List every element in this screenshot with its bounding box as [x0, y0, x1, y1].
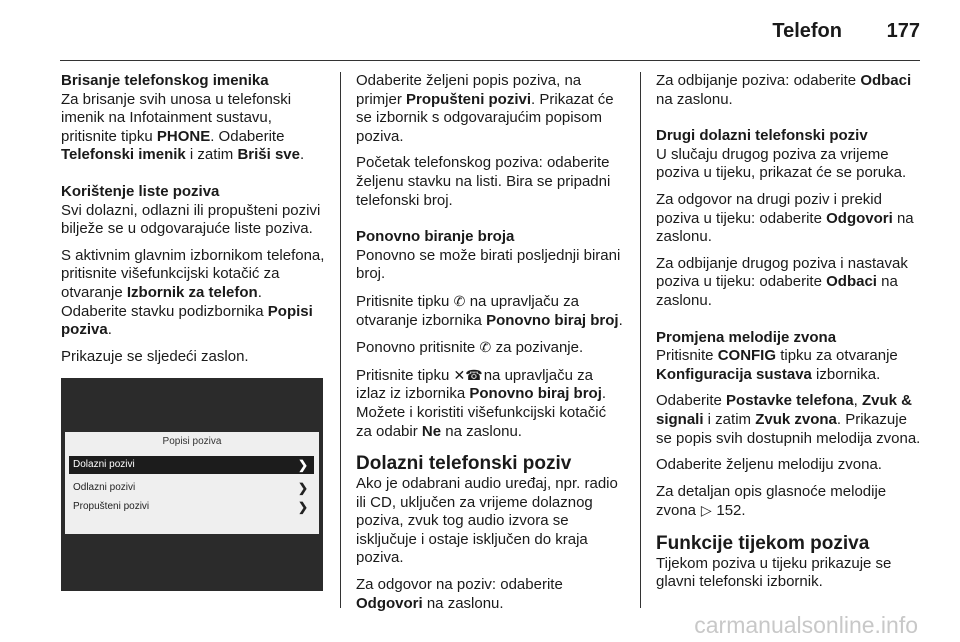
- text: .: [107, 321, 112, 339]
- text: . Odaberite: [210, 127, 285, 145]
- text: na zaslonu.: [656, 90, 733, 108]
- ui-term: Odbaci: [860, 72, 912, 89]
- ui-term: Odgovori: [356, 594, 423, 612]
- section-heading: Korištenje liste poziva: [61, 182, 220, 200]
- text: Za odbijanje poziva: odaberite: [656, 72, 861, 89]
- text: i zatim: [185, 146, 238, 164]
- call-lists-screen: [65, 432, 319, 534]
- column-divider: [640, 72, 641, 608]
- paragraph: Svi dolazni, odlazni ili propušteni pozivi bilježe se u odgovarajuće liste poziva.: [61, 201, 321, 238]
- paragraph: Prikazuje se sljedeći zaslon.: [61, 347, 249, 365]
- column-1: [61, 72, 326, 374]
- section-heading: Drugi dolazni telefonski poziv: [656, 127, 868, 145]
- list-item-label: Dolazni pozivi: [73, 459, 135, 470]
- paragraph: [656, 347, 926, 384]
- paragraph: [356, 72, 626, 146]
- section-heading-large: Dolazni telefonski poziv: [356, 453, 572, 475]
- text: .: [300, 146, 305, 164]
- paragraph: U slučaju drugog poziva za vrijeme poziva u tijeku, prikazat će se poruka.: [656, 145, 907, 182]
- list-item-incoming: [69, 456, 314, 474]
- column-3: [656, 72, 926, 600]
- ui-term: PHONE: [156, 127, 211, 145]
- ui-term: Ne: [421, 422, 442, 440]
- text: na upravljaču za otvaranje izbornika: [356, 292, 579, 329]
- text: tipku za otvaranje: [776, 347, 898, 365]
- list-item-label: Propušteni pozivi: [73, 501, 150, 512]
- text: Odaberite željeni popis poziva, na primjer: [356, 72, 582, 108]
- ui-term: Propušteni pozivi: [406, 90, 532, 108]
- paragraph: [656, 191, 926, 247]
- ui-term: Zvuk & signali: [656, 392, 912, 428]
- ui-term: Izbornik za telefon: [126, 283, 258, 301]
- list-item-label: Odlazni pozivi: [73, 482, 136, 493]
- page-reference-icon: ▷: [700, 502, 712, 519]
- text: za pozivanje.: [491, 339, 584, 357]
- column-divider: [340, 72, 341, 608]
- section-heading: Promjena melodije zvona: [656, 328, 837, 346]
- text: . Odaberite stavku podizbornika: [61, 283, 268, 320]
- paragraph: Ako je odabrani audio uređaj, npr. radio ili CD, uključen za vrijeme dolaznog poziva, zvuk tog audio izvora se isključuje i ostaje isključen do kraja poziva.: [356, 475, 618, 567]
- text: ,: [853, 392, 862, 410]
- paragraph: Ponovno se može birati posljednji birani broj.: [356, 246, 621, 283]
- ui-term: Popisi poziva: [61, 302, 313, 339]
- text: Za detaljan opis glasnoće melodije zvona: [656, 482, 887, 520]
- paragraph: [61, 91, 326, 165]
- ui-term: Odbaci: [826, 273, 877, 291]
- text: na upravljaču za izlaz iz izbornika: [356, 366, 593, 403]
- ui-term: Konfiguracija sustava: [656, 365, 812, 383]
- page-title: Telefon: [772, 20, 842, 42]
- ui-term: Ponovno biraj broj: [469, 385, 602, 403]
- chevron-right-icon: ❯: [297, 481, 308, 495]
- text: . Možete i koristiti višefunkcijski kotačić za odabir: [356, 385, 607, 440]
- text: Za brisanje svih unosa u telefonski imenik na Infotainment sustavu, pritisnite tipku: [61, 90, 292, 145]
- paragraph: Odaberite željenu melodiju zvona.: [656, 456, 882, 474]
- text: . Prikazuje se popis svih dostupnih melodija zvona.: [656, 410, 921, 447]
- screen-title: Popisi poziva: [162, 436, 222, 447]
- page-header: [0, 0, 960, 60]
- text: Pritisnite tipku: [356, 366, 454, 384]
- page-reference[interactable]: 152.: [716, 502, 746, 520]
- paragraph: [656, 483, 926, 521]
- paragraph: Početak telefonskog poziva: odaberite željenu stavku na listi. Bira se pripadni telefonski broj.: [356, 154, 611, 209]
- text: izbornika.: [811, 365, 881, 383]
- ui-term: Odgovori: [826, 209, 893, 227]
- text: .: [618, 311, 623, 329]
- text: na zaslonu.: [422, 594, 504, 612]
- paragraph: [356, 292, 626, 330]
- text: Pritisnite: [656, 347, 718, 365]
- watermark: carmanualsonline.info: [694, 612, 918, 638]
- column-2: [356, 72, 626, 621]
- text: na zaslonu.: [656, 273, 898, 309]
- paragraph: [356, 366, 626, 441]
- paragraph: [61, 247, 326, 340]
- text: Za odgovor na poziv: odaberite: [356, 576, 563, 594]
- page-number: 177: [886, 20, 920, 42]
- text: Ponovno pritisnite: [356, 339, 480, 357]
- text: Za odbijanje drugog poziva i nastavak poziva u tijeku: odaberite: [656, 254, 908, 291]
- section-heading: Ponovno biranje broja: [356, 228, 515, 246]
- ui-term: Briši sve: [237, 146, 300, 164]
- paragraph: [656, 392, 926, 448]
- section-heading: Brisanje telefonskog imenika: [61, 72, 269, 89]
- chevron-right-icon: ❯: [297, 458, 308, 472]
- mute-hangup-icon: ✕☎: [453, 366, 483, 383]
- text: na zaslonu.: [656, 209, 914, 246]
- ui-term: Zvuk zvona: [755, 410, 837, 428]
- text: na zaslonu.: [441, 422, 522, 440]
- chevron-right-icon: ❯: [297, 500, 308, 514]
- ui-term: Telefonski imenik: [61, 146, 186, 164]
- paragraph: Tijekom poziva u tijeku prikazuje se glavni telefonski izbornik.: [656, 554, 892, 591]
- text: Odaberite: [656, 392, 727, 410]
- ui-term: Postavke telefona: [726, 392, 854, 410]
- paragraph: [656, 72, 926, 109]
- section-heading-large: Funkcije tijekom poziva: [656, 532, 870, 554]
- text: Pritisnite tipku: [356, 292, 454, 310]
- header-rule: [60, 60, 920, 61]
- text: S aktivnim glavnim izbornikom telefona, pritisnite višefunkcijski kotačić za otvaranje: [61, 246, 325, 301]
- paragraph: [356, 576, 626, 613]
- text: Za odgovor na drugi poziv i prekid poziva u tijeku: odaberite: [656, 190, 882, 227]
- list-item-outgoing: [69, 479, 314, 497]
- ui-term: Ponovno biraj broj: [486, 311, 619, 329]
- text: . Prikazat će se izbornik s odgovarajućim popisom poziva.: [356, 90, 614, 145]
- list-item-missed: [69, 498, 314, 516]
- text: i zatim: [703, 410, 756, 428]
- phone-handset-icon: ✆: [479, 339, 492, 356]
- paragraph: [656, 255, 926, 311]
- display-screenshot: [61, 378, 323, 591]
- phone-handset-icon: ✆: [453, 292, 466, 309]
- ui-term: CONFIG: [717, 347, 777, 365]
- paragraph: [356, 338, 626, 358]
